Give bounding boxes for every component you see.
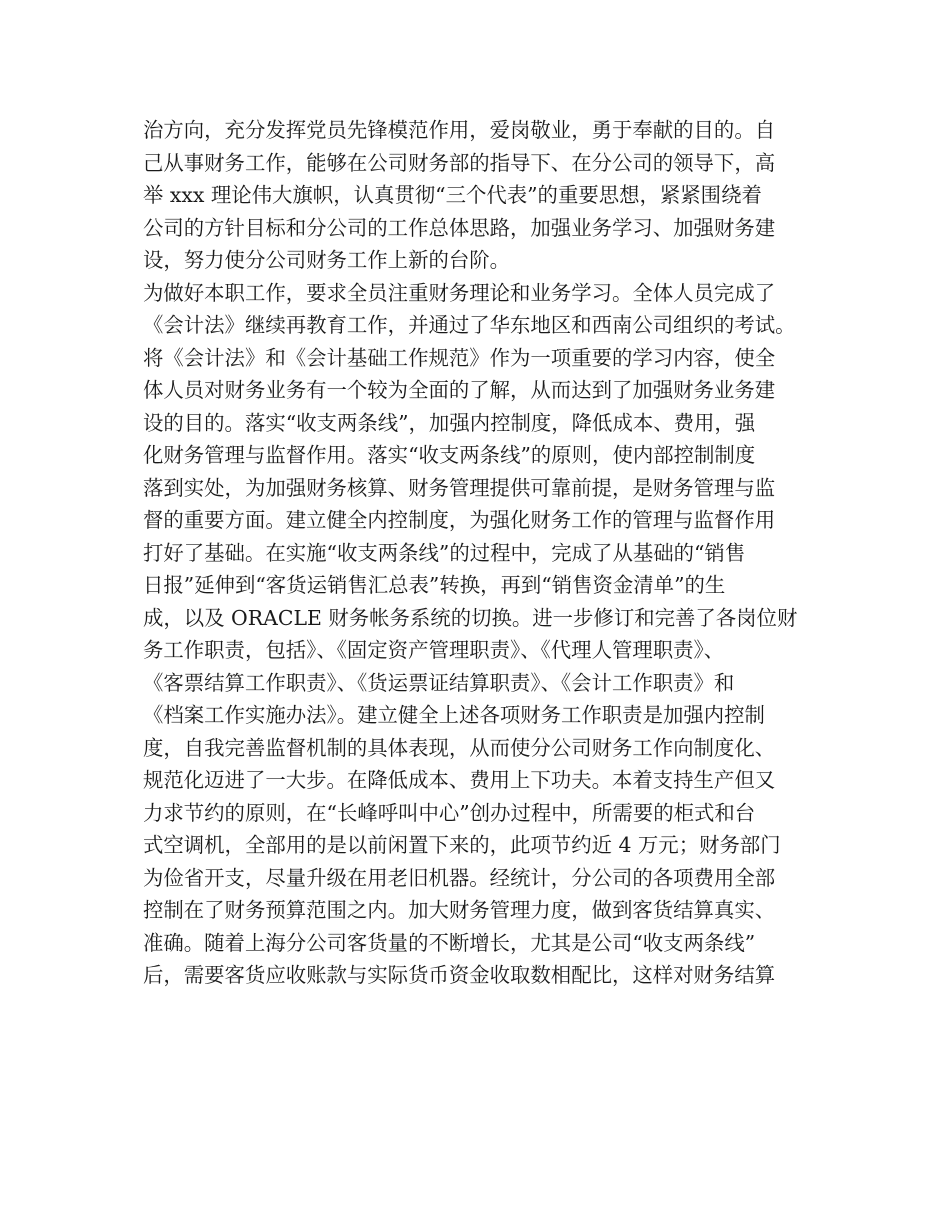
text-line: 化财务管理与监督作用。落实“收支两条线”的原则，使内部控制制度: [143, 443, 756, 467]
text-line: 设的目的。落实“收支两条线”，加强内控制度，降低成本、费用，强: [143, 410, 756, 435]
text-line: 督的重要方面。建立健全内控制度，为强化财务工作的管理与监督作用: [143, 508, 776, 532]
text-line: 治方向，充分发挥党员先锋模范作用，爱岗敬业，勇于奉献的目的。自: [143, 118, 776, 142]
text-line: 日报”延伸到“客货运销售汇总表”转换，再到“销售资金清单”的生: [143, 573, 726, 597]
text-line: 为做好本职工作，要求全员注重财务理论和业务学习。全体人员完成了: [143, 280, 776, 305]
text-line: 控制在了财务预算范围之内。加大财务管理力度，做到客货结算真实、: [143, 898, 776, 922]
text-line: 体人员对财务业务有一个较为全面的了解，从而达到了加强财务业务建: [143, 378, 776, 402]
text-line: 己从事财务工作，能够在公司财务部的指导下、在分公司的领导下，高: [143, 150, 776, 175]
text-line: 务工作职责，包括》、《固定资产管理职责》、《代理人管理职责》、: [143, 638, 725, 662]
text-line: 《客票结算工作职责》、《货运票证结算职责》、《会计工作职责》和: [143, 670, 735, 695]
text-line: 落到实处，为加强财务核算、财务管理提供可靠前提，是财务管理与监: [143, 475, 776, 500]
text-line: 式空调机，全部用的是以前闲置下来的，此项节约近 4 万元；财务部门: [143, 833, 781, 857]
text-line: 度，自我完善监督机制的具体表现，从而使分公司财务工作向制度化、: [143, 735, 776, 760]
text-line: 后，需要客货应收账款与实际货币资金收取数相配比，这样对财务结算: [143, 963, 776, 987]
text-line: 公司的方针目标和分公司的工作总体思路，加强业务学习、加强财务建: [143, 215, 776, 240]
text-line: 为俭省开支，尽量升级在用老旧机器。经统计，分公司的各项费用全部: [143, 865, 776, 890]
text-line: 《档案工作实施办法》。建立健全上述各项财务工作职责是加强内控制: [143, 703, 765, 727]
text-line: 将《会计法》和《会计基础工作规范》作为一项重要的学习内容，使全: [143, 345, 776, 370]
text-line: 成，以及 ORACLE 财务帐务系统的切换。进一步修订和完善了各岗位财: [143, 605, 798, 630]
text-line: 打好了基础。在实施“收支两条线”的过程中，完成了从基础的“销售: [143, 540, 746, 565]
text-line: 力求节约的原则，在“长峰呼叫中心”创办过程中，所需要的柜式和台: [143, 800, 756, 825]
text-line: 《会计法》继续再教育工作，并通过了华东地区和西南公司组织的考试。: [143, 313, 796, 337]
body-text: [143, 114, 823, 992]
text-line: 准确。随着上海分公司客货量的不断增长，尤其是公司“收支两条线”: [143, 930, 756, 955]
text-line: 举 xxx 理论伟大旗帜，认真贯彻“三个代表”的重要思想，紧紧围绕着: [143, 183, 762, 207]
text-line: 设，努力使分公司财务工作上新的台阶。: [143, 248, 511, 272]
text-line: 规范化迈进了一大步。在降低成本、费用上下功夫。本着支持生产但又: [143, 768, 776, 792]
